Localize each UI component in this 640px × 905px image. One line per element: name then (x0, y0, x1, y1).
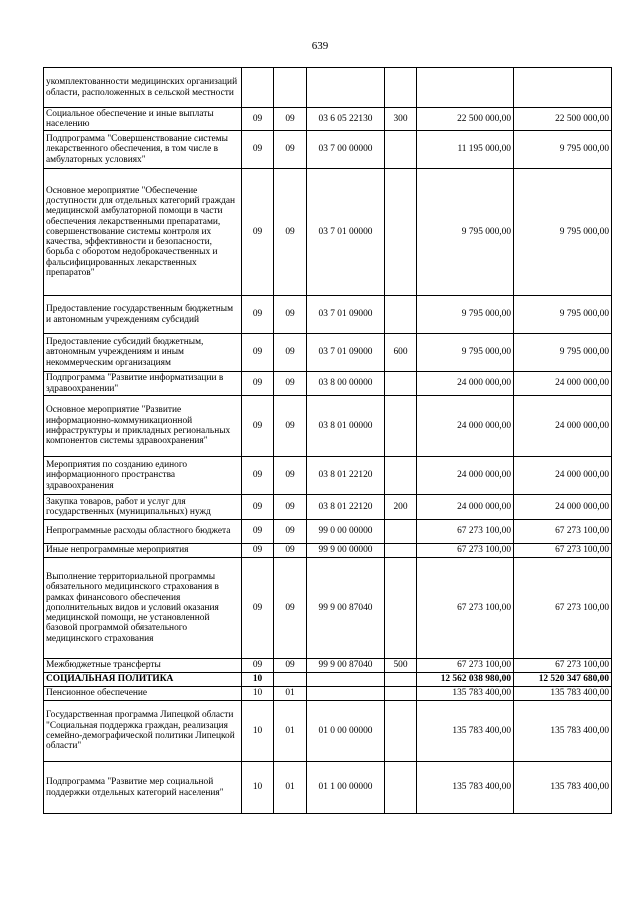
amount-year1-cell: 24 000 000,00 (417, 457, 514, 495)
amount-year2-cell: 24 000 000,00 (514, 457, 612, 495)
section-code-cell: 10 (242, 701, 274, 762)
section-code-cell: 09 (242, 659, 274, 673)
amount-year1-cell: 9 795 000,00 (417, 169, 514, 296)
subsection-code-cell: 01 (274, 701, 307, 762)
amount-year1-cell: 135 783 400,00 (417, 687, 514, 701)
expense-name-cell: Социальное обеспечение и иные выплаты населению (44, 108, 242, 131)
subsection-code-cell: 09 (274, 372, 307, 396)
table-row (44, 296, 612, 334)
target-article-cell: 99 9 00 00000 (307, 544, 385, 558)
section-code-cell: 09 (242, 372, 274, 396)
subsection-code-cell: 09 (274, 334, 307, 372)
target-article-cell: 03 7 00 00000 (307, 131, 385, 169)
expense-name-cell: Основное мероприятие "Обеспечение доступности для отдельных категорий граждан медицинской амбулаторной помощи в части обеспечения лекарственными препаратами, совершенствование системы контроля их качества, эффективности и безопасности, борьба с оборотом недоброкачественных и фальсифицированных лекарственных препаратов" (44, 169, 242, 296)
expense-type-cell (385, 396, 417, 457)
amount-year2-cell: 67 273 100,00 (514, 544, 612, 558)
target-article-cell: 03 6 05 22130 (307, 108, 385, 131)
amount-year1-cell: 24 000 000,00 (417, 396, 514, 457)
amount-year1-cell: 67 273 100,00 (417, 520, 514, 544)
amount-year2-cell: 12 520 347 680,00 (514, 673, 612, 687)
target-article-cell (307, 68, 385, 108)
table-row (44, 558, 612, 659)
table-row (44, 169, 612, 296)
subsection-code-cell: 09 (274, 520, 307, 544)
table-row (44, 701, 612, 762)
amount-year2-cell (514, 68, 612, 108)
expense-type-cell: 300 (385, 108, 417, 131)
expense-type-cell (385, 68, 417, 108)
expense-name-cell: Мероприятия по созданию единого информационного пространства здравоохранения (44, 457, 242, 495)
amount-year1-cell: 135 783 400,00 (417, 762, 514, 814)
target-article-cell (307, 687, 385, 701)
amount-year1-cell: 67 273 100,00 (417, 558, 514, 659)
table-row (44, 334, 612, 372)
amount-year1-cell: 67 273 100,00 (417, 544, 514, 558)
expense-name-cell: Государственная программа Липецкой области "Социальная поддержка граждан, реализация семейно-демографической политики Липецкой области" (44, 701, 242, 762)
expense-name-cell: Подпрограмма "Развитие мер социальной поддержки отдельных категорий населения" (44, 762, 242, 814)
expense-type-cell (385, 131, 417, 169)
expense-name-cell: Выполнение территориальной программы обязательного медицинского страхования в рамках финансового обеспечения дополнительных видов и условий оказания медицинской помощи, не установленной базовой программой обязательного медицинского страхования (44, 558, 242, 659)
table-row (44, 131, 612, 169)
table-row (44, 108, 612, 131)
amount-year2-cell: 24 000 000,00 (514, 495, 612, 520)
expense-name-cell: СОЦИАЛЬНАЯ ПОЛИТИКА (44, 673, 242, 687)
expense-name-cell: Иные непрограммные мероприятия (44, 544, 242, 558)
expense-type-cell (385, 687, 417, 701)
target-article-cell: 03 7 01 09000 (307, 334, 385, 372)
section-code-cell: 09 (242, 495, 274, 520)
expense-type-cell (385, 520, 417, 544)
expense-type-cell (385, 762, 417, 814)
subsection-code-cell (274, 673, 307, 687)
target-article-cell: 03 8 01 00000 (307, 396, 385, 457)
expense-type-cell (385, 544, 417, 558)
subsection-code-cell (274, 68, 307, 108)
target-article-cell: 03 8 01 22120 (307, 457, 385, 495)
budget-table (43, 67, 612, 814)
amount-year2-cell: 67 273 100,00 (514, 558, 612, 659)
amount-year1-cell: 22 500 000,00 (417, 108, 514, 131)
amount-year2-cell: 67 273 100,00 (514, 659, 612, 673)
expense-name-cell: Непрограммные расходы областного бюджета (44, 520, 242, 544)
expense-type-cell: 600 (385, 334, 417, 372)
amount-year1-cell: 24 000 000,00 (417, 495, 514, 520)
target-article-cell: 99 0 00 00000 (307, 520, 385, 544)
amount-year1-cell: 135 783 400,00 (417, 701, 514, 762)
section-code-cell: 09 (242, 457, 274, 495)
target-article-cell: 01 1 00 00000 (307, 762, 385, 814)
table-row (44, 68, 612, 108)
target-article-cell (307, 673, 385, 687)
target-article-cell: 99 9 00 87040 (307, 659, 385, 673)
amount-year2-cell: 9 795 000,00 (514, 296, 612, 334)
section-code-cell: 09 (242, 334, 274, 372)
target-article-cell: 03 7 01 00000 (307, 169, 385, 296)
subsection-code-cell: 09 (274, 396, 307, 457)
target-article-cell: 03 8 01 22120 (307, 495, 385, 520)
table-row (44, 495, 612, 520)
subsection-code-cell: 09 (274, 659, 307, 673)
amount-year2-cell: 9 795 000,00 (514, 334, 612, 372)
target-article-cell: 03 8 00 00000 (307, 372, 385, 396)
amount-year2-cell: 135 783 400,00 (514, 687, 612, 701)
subsection-code-cell: 09 (274, 495, 307, 520)
target-article-cell: 99 9 00 87040 (307, 558, 385, 659)
table-row (44, 520, 612, 544)
amount-year2-cell: 9 795 000,00 (514, 131, 612, 169)
page-number: 639 (311, 40, 329, 52)
expense-name-cell: Закупка товаров, работ и услуг для государственных (муниципальных) нужд (44, 495, 242, 520)
expense-name-cell: Предоставление субсидий бюджетным, автономным учреждениям и иным некоммерческим организациям (44, 334, 242, 372)
expense-type-cell (385, 296, 417, 334)
section-code-cell: 10 (242, 673, 274, 687)
table-body (44, 68, 612, 814)
expense-type-cell (385, 673, 417, 687)
table-row (44, 762, 612, 814)
expense-name-cell: Подпрограмма "Совершенствование системы лекарственного обеспечения, в том числе в амбулаторных условиях" (44, 131, 242, 169)
table-row (44, 372, 612, 396)
table-row (44, 673, 612, 687)
target-article-cell: 01 0 00 00000 (307, 701, 385, 762)
amount-year1-cell: 12 562 038 980,00 (417, 673, 514, 687)
expense-type-cell (385, 372, 417, 396)
amount-year1-cell: 11 195 000,00 (417, 131, 514, 169)
expense-type-cell (385, 701, 417, 762)
expense-type-cell: 200 (385, 495, 417, 520)
section-code-cell: 09 (242, 108, 274, 131)
subsection-code-cell: 09 (274, 544, 307, 558)
subsection-code-cell: 01 (274, 762, 307, 814)
amount-year1-cell: 9 795 000,00 (417, 296, 514, 334)
section-code-cell: 09 (242, 544, 274, 558)
subsection-code-cell: 01 (274, 687, 307, 701)
amount-year2-cell: 24 000 000,00 (514, 372, 612, 396)
section-code-cell: 10 (242, 762, 274, 814)
subsection-code-cell: 09 (274, 108, 307, 131)
section-code-cell: 09 (242, 520, 274, 544)
section-code-cell: 09 (242, 169, 274, 296)
section-code-cell (242, 68, 274, 108)
table-row (44, 396, 612, 457)
subsection-code-cell: 09 (274, 296, 307, 334)
amount-year2-cell: 22 500 000,00 (514, 108, 612, 131)
amount-year1-cell: 24 000 000,00 (417, 372, 514, 396)
amount-year2-cell: 135 783 400,00 (514, 701, 612, 762)
expense-name-cell: Пенсионное обеспечение (44, 687, 242, 701)
target-article-cell: 03 7 01 09000 (307, 296, 385, 334)
amount-year1-cell: 67 273 100,00 (417, 659, 514, 673)
expense-type-cell (385, 558, 417, 659)
amount-year2-cell: 24 000 000,00 (514, 396, 612, 457)
subsection-code-cell: 09 (274, 169, 307, 296)
amount-year1-cell: 9 795 000,00 (417, 334, 514, 372)
expense-name-cell: Подпрограмма "Развитие информатизации в здравоохранении" (44, 372, 242, 396)
expense-name-cell: Предоставление государственным бюджетным и автономным учреждениям субсидий (44, 296, 242, 334)
table-row (44, 687, 612, 701)
subsection-code-cell: 09 (274, 558, 307, 659)
amount-year2-cell: 135 783 400,00 (514, 762, 612, 814)
section-code-cell: 09 (242, 558, 274, 659)
section-code-cell: 09 (242, 296, 274, 334)
section-code-cell: 09 (242, 131, 274, 169)
expense-type-cell (385, 457, 417, 495)
table-row (44, 659, 612, 673)
expense-name-cell: Межбюджетные трансферты (44, 659, 242, 673)
amount-year2-cell: 67 273 100,00 (514, 520, 612, 544)
expense-type-cell: 500 (385, 659, 417, 673)
expense-type-cell (385, 169, 417, 296)
subsection-code-cell: 09 (274, 457, 307, 495)
section-code-cell: 10 (242, 687, 274, 701)
table-row (44, 544, 612, 558)
table-row (44, 457, 612, 495)
expense-name-cell: Основное мероприятие "Развитие информационно-коммуникационной инфраструктуры и прикладных региональных компонентов системы здравоохранения" (44, 396, 242, 457)
subsection-code-cell: 09 (274, 131, 307, 169)
amount-year2-cell: 9 795 000,00 (514, 169, 612, 296)
expense-name-cell: укомплектованности медицинских организаций области, расположенных в сельской местности (44, 68, 242, 108)
amount-year1-cell (417, 68, 514, 108)
section-code-cell: 09 (242, 396, 274, 457)
